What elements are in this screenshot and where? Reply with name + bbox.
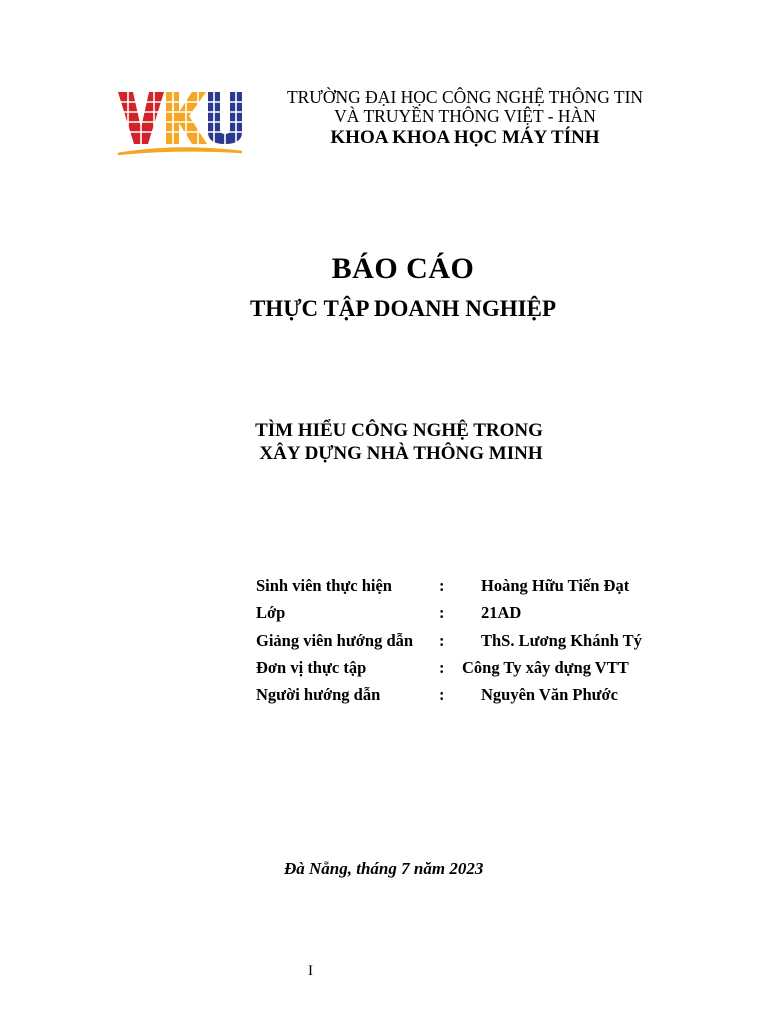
topic-line2: XÂY DỰNG NHÀ THÔNG MINH bbox=[259, 443, 543, 464]
topic-line1: TÌM HIỂU CÔNG NGHỆ TRONG bbox=[255, 420, 543, 441]
info-colon: : bbox=[439, 630, 445, 650]
faculty-name: KHOA KHOA HỌC MÁY TÍNH bbox=[330, 127, 600, 148]
info-value: Nguyên Văn Phước bbox=[481, 685, 619, 705]
info-row-supervisor bbox=[256, 685, 696, 712]
info-row-student bbox=[256, 576, 696, 603]
info-value: Hoàng Hữu Tiến Đạt bbox=[481, 576, 630, 595]
info-row-lecturer bbox=[256, 631, 696, 658]
vku-logo-graphic bbox=[116, 88, 244, 158]
info-label: Người hướng dẫn bbox=[256, 685, 381, 705]
info-value: ThS. Lương Khánh Tý bbox=[481, 630, 642, 650]
logo-swoosh bbox=[118, 148, 242, 154]
info-row-company bbox=[256, 658, 696, 685]
university-name-line1: TRƯỜNG ĐẠI HỌC CÔNG NGHỆ THÔNG TIN bbox=[286, 87, 644, 107]
info-label: Sinh viên thực hiện bbox=[256, 576, 392, 595]
info-row-class bbox=[256, 603, 696, 630]
info-label: Đơn vị thực tập bbox=[256, 657, 367, 677]
place-and-date: Đà Nẵng, tháng 7 năm 2023 bbox=[284, 859, 484, 878]
info-label: Giảng viên hướng dẫn bbox=[256, 630, 414, 650]
info-colon: : bbox=[439, 603, 445, 623]
report-subtitle: THỰC TẬP DOANH NGHIỆP bbox=[249, 296, 557, 321]
info-colon: : bbox=[439, 685, 445, 705]
page-number: I bbox=[308, 963, 313, 979]
university-name-line2: VÀ TRUYỀN THÔNG VIỆT - HÀN bbox=[334, 106, 596, 126]
vku-logo bbox=[116, 88, 244, 158]
info-table bbox=[256, 576, 696, 712]
info-value: 21AD bbox=[481, 603, 522, 623]
info-colon: : bbox=[439, 657, 445, 677]
info-value: Công Ty xây dựng VTT bbox=[462, 657, 629, 677]
info-label: Lớp bbox=[256, 603, 286, 623]
info-colon: : bbox=[439, 576, 445, 595]
report-title: BÁO CÁO bbox=[331, 252, 475, 285]
